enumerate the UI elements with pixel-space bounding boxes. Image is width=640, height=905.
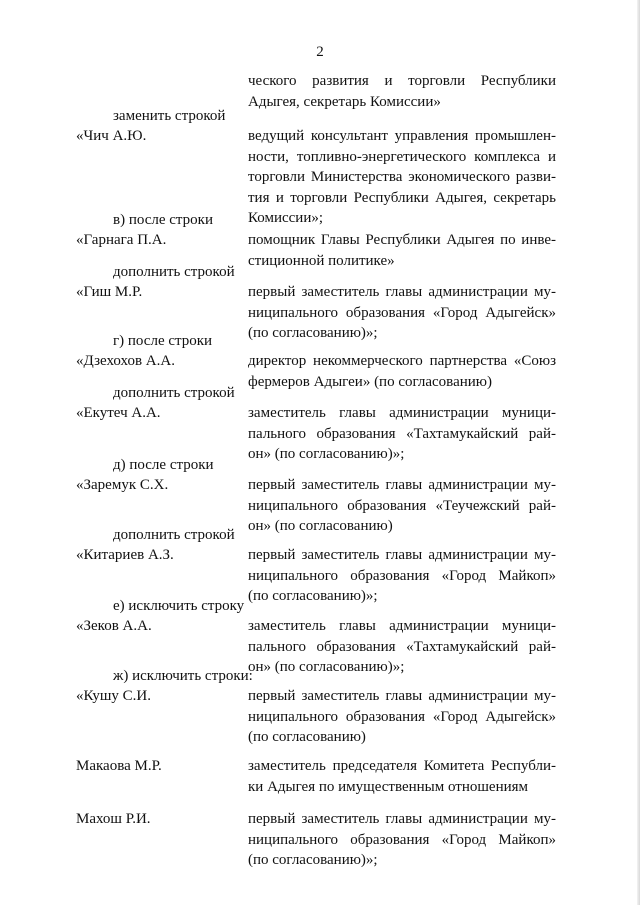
instruction-line: в) после строки bbox=[113, 212, 213, 228]
text-line: (по согласованию)»; bbox=[248, 852, 378, 868]
text-line: (по согласованию)»; bbox=[248, 588, 378, 604]
position-description bbox=[248, 756, 556, 797]
text-line: заместитель главы администрации муници- bbox=[248, 618, 556, 634]
text-line: первый заместитель главы администрации му- bbox=[248, 477, 556, 493]
text-line: торговли Министерства экономического разви- bbox=[248, 169, 556, 185]
text-line: ниципального образования «Город Майкоп» bbox=[248, 831, 556, 848]
person-name: «Зеков А.А. bbox=[76, 618, 152, 634]
person-name: «Дзехохов А.А. bbox=[76, 353, 175, 369]
position-description bbox=[248, 686, 556, 748]
position-description bbox=[248, 475, 556, 537]
text-line: пального образования «Тахтамукайский рай- bbox=[248, 638, 556, 655]
text-line: тия и торговли Республики Адыгея, секретарь bbox=[248, 189, 556, 206]
person-name: Махош Р.И. bbox=[76, 811, 151, 827]
position-description bbox=[248, 809, 556, 871]
instruction-line: дополнить строкой bbox=[113, 264, 235, 280]
instruction-line: заменить строкой bbox=[113, 108, 226, 124]
instruction-line: е) исключить строку bbox=[113, 598, 245, 614]
position-description bbox=[248, 616, 556, 678]
text-line: ниципального образования «Город Адыгейск» bbox=[248, 304, 556, 321]
text-line: Комиссии»; bbox=[248, 210, 324, 226]
text-line: стиционной политике» bbox=[248, 252, 395, 269]
position-description bbox=[248, 282, 556, 344]
person-name: «Чич А.Ю. bbox=[76, 128, 147, 144]
person-name: «Кушу С.И. bbox=[76, 688, 152, 704]
text-line: первый заместитель главы администрации му- bbox=[248, 547, 556, 563]
instruction-line: д) после строки bbox=[113, 457, 214, 473]
text-line: ведущий консультант управления промышлен- bbox=[248, 128, 556, 144]
text-line: пального образования «Тахтамукайский рай- bbox=[248, 425, 556, 442]
text-line: заместитель главы администрации муници- bbox=[248, 405, 556, 421]
text-line: заместитель председателя Комитета Республи- bbox=[248, 758, 556, 774]
page-number: 2 bbox=[316, 44, 324, 60]
position-description bbox=[248, 545, 556, 607]
position-description bbox=[248, 230, 556, 271]
person-name: Макаова М.Р. bbox=[76, 758, 162, 774]
text-line: (по согласованию)»; bbox=[248, 325, 378, 341]
text-line: он» (по согласованию)»; bbox=[248, 659, 405, 675]
instruction-line: г) после строки bbox=[113, 333, 213, 349]
person-name: «Екутеч А.А. bbox=[76, 405, 161, 421]
text-line: (по согласованию) bbox=[248, 729, 366, 745]
position-description bbox=[248, 126, 556, 229]
text-line: директор некоммерческого партнерства «Союз bbox=[248, 353, 556, 369]
person-name: «Гиш М.Р. bbox=[76, 284, 143, 300]
intro-continuation bbox=[248, 71, 556, 112]
text-line: ниципального образования «Теучежский рай- bbox=[248, 497, 556, 514]
instruction-line: ж) исключить строки: bbox=[113, 668, 253, 684]
text-line: ниципального образования «Город Адыгейск» bbox=[248, 708, 556, 725]
text-line: фермеров Адыгеи» (по согласованию) bbox=[248, 373, 492, 390]
instruction-line: дополнить строкой bbox=[113, 385, 235, 401]
text-line: первый заместитель главы администрации му- bbox=[248, 284, 556, 300]
text-line: первый заместитель главы администрации му- bbox=[248, 811, 556, 827]
person-name: «Китариев А.З. bbox=[76, 547, 174, 563]
text-line: он» (по согласованию) bbox=[248, 518, 393, 534]
person-name: «Заремук С.Х. bbox=[76, 477, 169, 493]
text-line: первый заместитель главы администрации му- bbox=[248, 688, 556, 704]
text-line: ности, топливно-энергетического комплекса и bbox=[248, 148, 556, 165]
text-line: он» (по согласованию)»; bbox=[248, 446, 405, 462]
text-line: ки Адыгея по имущественным отношениям bbox=[248, 778, 529, 795]
position-description bbox=[248, 351, 556, 392]
text-line: ческого развития и торговли Республики bbox=[248, 73, 556, 89]
text-line: помощник Главы Республики Адыгея по инве- bbox=[248, 232, 556, 248]
person-name: «Гарнага П.А. bbox=[76, 232, 167, 248]
text-line: ниципального образования «Город Майкоп» bbox=[248, 567, 556, 584]
text-line: Адыгея, секретарь Комиссии» bbox=[248, 93, 441, 110]
instruction-line: дополнить строкой bbox=[113, 527, 235, 543]
position-description bbox=[248, 403, 556, 465]
